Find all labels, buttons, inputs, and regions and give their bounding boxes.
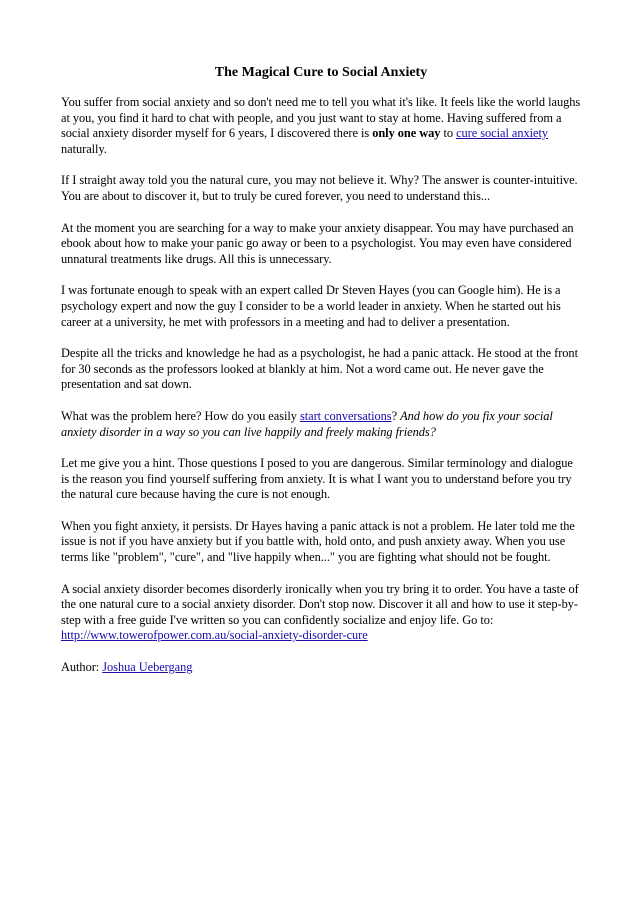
- paragraph-4: I was fortunate enough to speak with an expert called Dr Steven Hayes (you can Google him). He is a psychology expert and now the guy I consider to be a world leader in anxiety. When he started out his career at a university, he met with professors in a meeting and had to deliver a presentation.: [61, 283, 561, 329]
- author-label: Author:: [61, 660, 103, 675]
- paragraph-3: At the moment you are searching for a way to make your anxiety disappear. You may have purchased an ebook about how to make your panic go away or been to a psychologist. You may even have considered unnatural treatments like drugs. All this is unnecessary.: [61, 220, 574, 266]
- paragraph-6-italic: And how do you fix your social anxiety disorder in a way so you can live happily and freely making friends?: [61, 408, 553, 439]
- paragraph-7: Let me give you a hint. Those questions I posed to you are dangerous. Similar terminology and dialogue is the reason you find yourself suffering from anxiety. It is what I want you to understand before you try the natural cure because having the cure is not enough.: [61, 456, 573, 502]
- paragraph-9-text-a: A social anxiety disorder becomes disorderly ironically when you try bring it to order. You have a taste of the one natural cure to a social anxiety disorder. Don't stop now. Discover it all and how to use it step-by-step with a free guide I've written so you can confidently socialize and enjoy life. Go to:: [61, 581, 579, 627]
- paragraph-6-text-b: ?: [391, 408, 401, 423]
- paragraph-1: [61, 95, 581, 157]
- paragraph-8: When you fight anxiety, it persists. Dr Hayes having a panic attack is not a problem. He later told me the issue is not if you have anxiety but if you battle with, hold onto, and push anxiety away. When you use terms like "problem", "cure", and "live happily when..." you are fighting what should not be fought.: [61, 518, 575, 565]
- paragraph-1-text-a: You suffer from social anxiety and so don't need me to tell you what it's like. It feels like the world laughs at you, you find it hard to chat with people, and you just want to stay at home. Having suffered from a social anxiety disorder myself for 6 years, I discovered there is: [61, 95, 581, 141]
- page-title: The Magical Cure to Social Anxiety: [214, 65, 428, 80]
- paragraph-9: [61, 582, 581, 644]
- author-name-link[interactable]: Joshua Uebergang: [102, 660, 193, 675]
- author-line: [61, 660, 581, 676]
- paragraph-6-text-a: What was the problem here? How do you easily: [61, 408, 300, 423]
- paragraph-5: Despite all the tricks and knowledge he had as a psychologist, he had a panic attack. He stood at the front for 30 seconds as the professors looked at blankly at him. Not a word came out. He never gave the presentation and sat down.: [61, 346, 578, 392]
- start-conversations-link[interactable]: start conversations: [299, 408, 392, 423]
- paragraph-1-text-b: to: [440, 126, 457, 141]
- towerofpower-url-link[interactable]: http://www.towerofpower.com.au/social-anxiety-disorder-cure: [61, 628, 368, 643]
- paragraph-2: If I straight away told you the natural cure, you may not believe it. Why? The answer is counter-intuitive. You are about to discover it, but to truly be cured forever, you need to understand this...: [61, 173, 578, 203]
- paragraph-1-text-c: naturally.: [61, 141, 107, 156]
- document-page: [61, 64, 581, 692]
- cure-social-anxiety-link[interactable]: cure social anxiety: [456, 126, 549, 141]
- paragraph-1-bold: only one way: [372, 126, 441, 141]
- paragraph-6: [61, 409, 581, 440]
